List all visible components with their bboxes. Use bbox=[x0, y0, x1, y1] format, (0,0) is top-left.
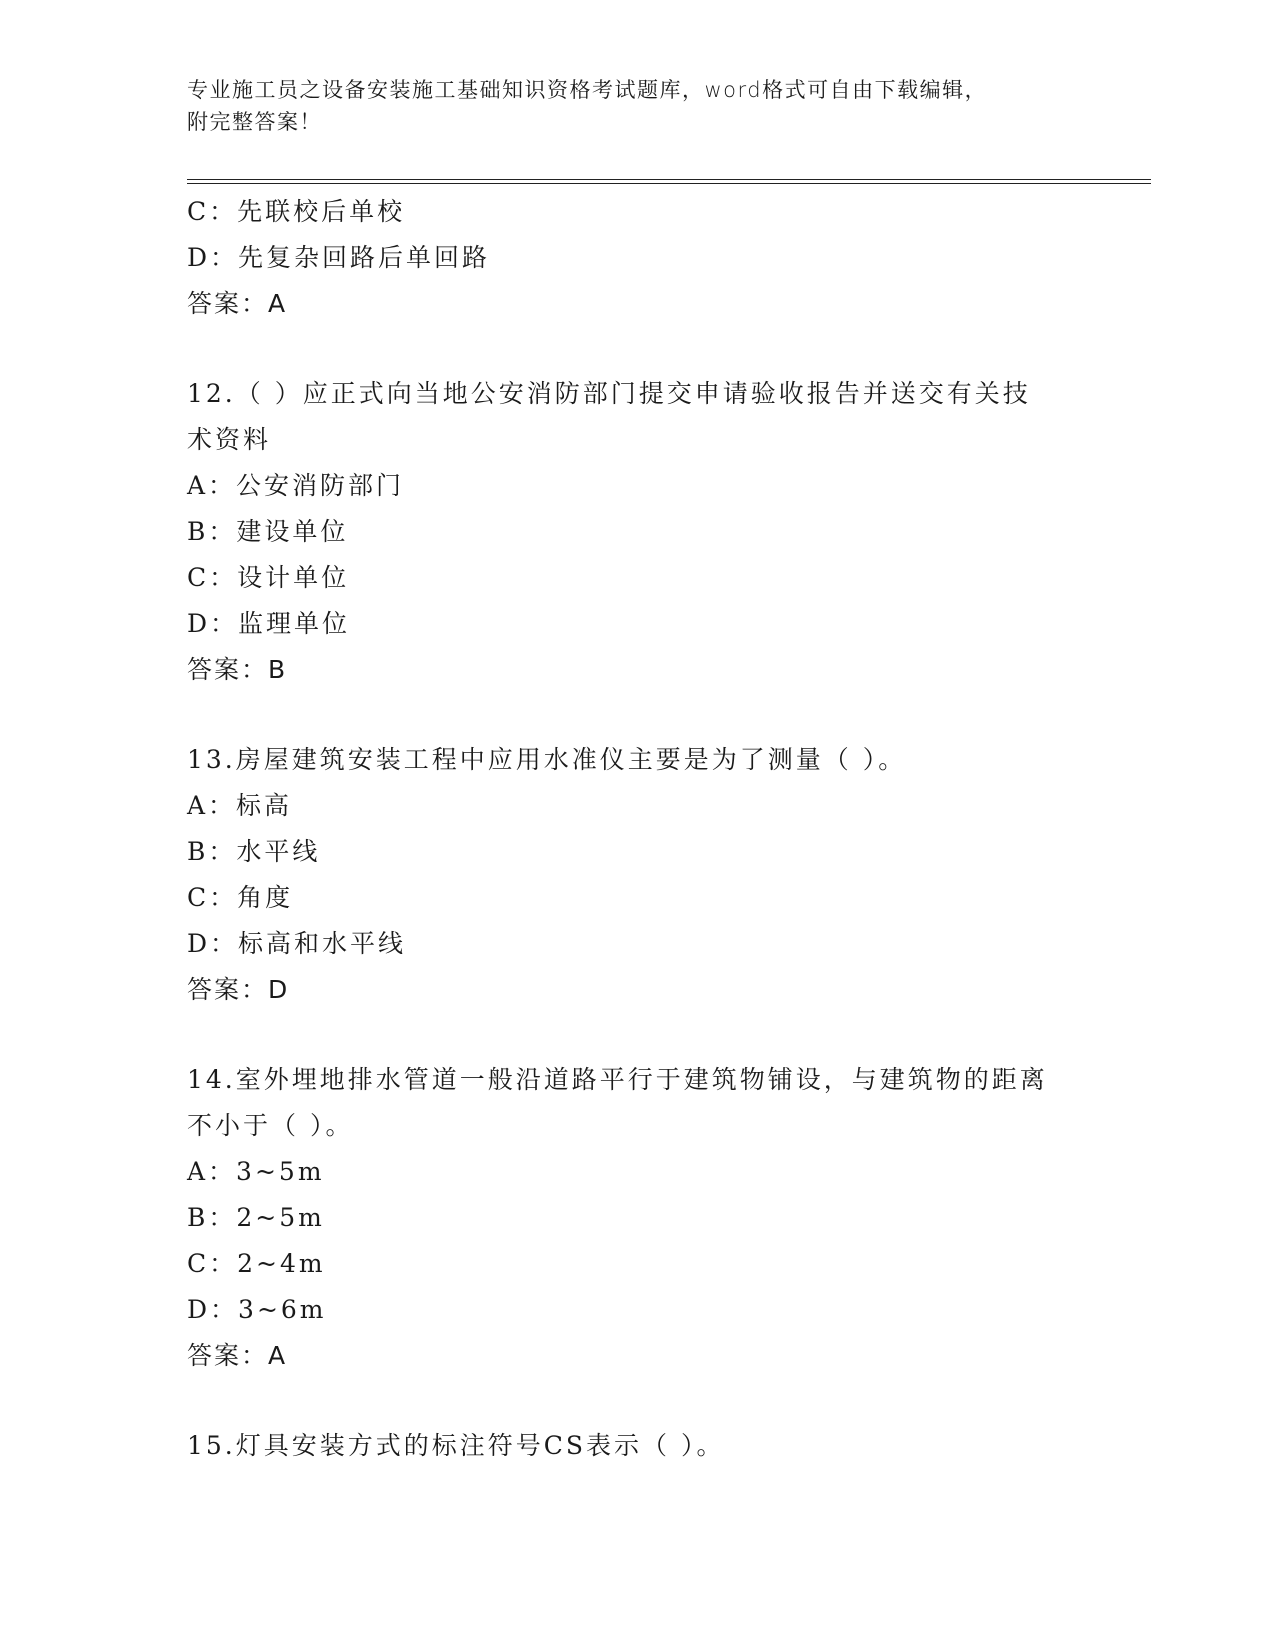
question-stem-line-2: 术资料 bbox=[187, 425, 272, 454]
option-c: C：设计单位 bbox=[187, 563, 350, 592]
question-stem-line-1: 14.室外埋地排水管道一般沿道路平行于建筑物铺设，与建筑物的距离 bbox=[187, 1065, 1048, 1094]
previous-question-tail bbox=[187, 189, 1087, 327]
spacer bbox=[187, 1379, 1087, 1423]
option-c: C：角度 bbox=[187, 883, 294, 912]
question-14 bbox=[187, 1057, 1087, 1379]
option-d: D：标高和水平线 bbox=[187, 929, 407, 958]
option-d: D：先复杂回路后单回路 bbox=[187, 243, 491, 272]
spacer bbox=[187, 693, 1087, 737]
question-stem: 15.灯具安装方式的标注符号CS表示（ ）。 bbox=[187, 1431, 725, 1460]
answer-line: 答案：D bbox=[187, 975, 290, 1004]
question-stem: 13.房屋建筑安装工程中应用水准仪主要是为了测量（ ）。 bbox=[187, 745, 907, 774]
option-c: C：先联校后单校 bbox=[187, 197, 406, 226]
option-a: A：公安消防部门 bbox=[187, 471, 405, 500]
option-a: A：3~5m bbox=[187, 1157, 325, 1186]
option-d: D：监理单位 bbox=[187, 609, 351, 638]
option-d: D：3~6m bbox=[187, 1295, 327, 1324]
answer-line: 答案：A bbox=[187, 289, 288, 318]
document-header bbox=[187, 74, 1087, 138]
header-line-2: 附完整答案！ bbox=[187, 110, 322, 134]
header-divider-bottom bbox=[187, 183, 1151, 184]
answer-line: 答案：B bbox=[187, 655, 288, 684]
spacer bbox=[187, 327, 1087, 371]
spacer bbox=[187, 1013, 1087, 1057]
question-12 bbox=[187, 371, 1087, 693]
question-13 bbox=[187, 737, 1087, 1013]
answer-line: 答案：A bbox=[187, 1341, 288, 1370]
option-b: B：水平线 bbox=[187, 837, 321, 866]
question-15 bbox=[187, 1423, 1087, 1469]
option-c: C：2~4m bbox=[187, 1249, 326, 1278]
question-stem-line-1: 12.（ ）应正式向当地公安消防部门提交申请验收报告并送交有关技 bbox=[187, 379, 1031, 408]
question-list bbox=[187, 189, 1087, 1469]
header-line-1: 专业施工员之设备安装施工基础知识资格考试题库，word格式可自由下载编辑， bbox=[187, 78, 988, 102]
option-b: B：2~5m bbox=[187, 1203, 325, 1232]
header-divider-top bbox=[187, 179, 1151, 180]
option-b: B：建设单位 bbox=[187, 517, 349, 546]
question-stem-line-2: 不小于（ ）。 bbox=[187, 1111, 354, 1140]
option-a: A：标高 bbox=[187, 791, 293, 820]
